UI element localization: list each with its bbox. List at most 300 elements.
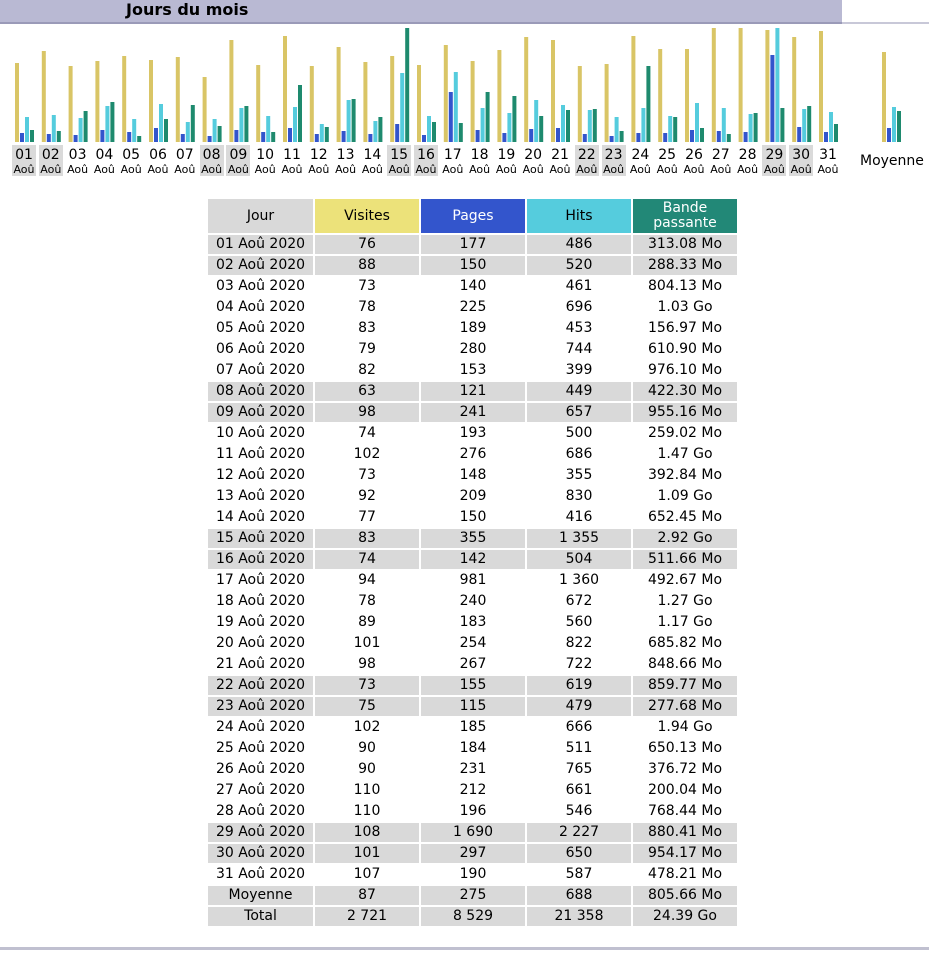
- cell-visits: 89: [358, 614, 376, 630]
- cell-hits: 504: [527, 550, 631, 569]
- day-11-hits-bar: [293, 107, 297, 142]
- cell-day: Total: [208, 907, 313, 926]
- day-22-visites-bar: [578, 66, 582, 142]
- day-06-pages-bar: [154, 128, 158, 142]
- day-number: 10: [256, 147, 275, 163]
- day-30-pages-bar: [797, 127, 801, 142]
- table-row: [208, 634, 737, 653]
- day-month: Aoû: [40, 163, 62, 176]
- cell-pages: 240: [459, 593, 487, 609]
- cell-hits: 619: [527, 676, 631, 695]
- day-month: Aoû: [576, 163, 598, 176]
- day-31-hits-bar: [829, 112, 833, 142]
- header-bandwidth: Bande passante: [633, 199, 737, 233]
- cell-hits: 416: [565, 509, 593, 525]
- day-23-hits-bar: [615, 117, 619, 142]
- day-03-visites-bar: [69, 66, 73, 142]
- day-01-visites-bar: [15, 63, 19, 142]
- cell-hits: 686: [565, 446, 593, 462]
- cell-pages: 150: [421, 256, 525, 275]
- day-number: 08: [202, 147, 221, 163]
- day-label-07: [173, 145, 197, 176]
- table-row: [208, 592, 737, 611]
- day-23-pages-bar: [610, 136, 614, 142]
- day-22-hits-bar: [588, 110, 592, 142]
- day-06-bande-passante-bar: [164, 119, 168, 142]
- cell-hits: 449: [527, 382, 631, 401]
- day-30-bande-passante-bar: [807, 106, 811, 142]
- day-12-bande-passante-bar: [325, 127, 329, 142]
- cell-visits: 78: [358, 593, 376, 609]
- day-26-bande-passante-bar: [700, 128, 704, 142]
- day-04-hits-bar: [105, 106, 109, 142]
- cell-pages: 121: [421, 382, 525, 401]
- cell-visits: 108: [315, 823, 419, 842]
- cell-visits: 79: [358, 341, 376, 357]
- cell-visits: 74: [315, 550, 419, 569]
- cell-hits: 2 227: [527, 823, 631, 842]
- table-row: [208, 277, 737, 296]
- day-number: 22: [577, 147, 596, 163]
- cell-hits: 500: [565, 425, 593, 441]
- cell-visits: 88: [315, 256, 419, 275]
- day-month: Aoû: [93, 163, 115, 176]
- cell-visits: 75: [315, 697, 419, 716]
- cell-pages: 190: [459, 866, 487, 882]
- day-05-pages-bar: [127, 132, 131, 142]
- cell-pages: 189: [459, 320, 487, 336]
- day-label-25: [655, 145, 679, 176]
- day-number: 23: [604, 147, 623, 163]
- day-month: Aoû: [201, 163, 223, 176]
- day-15-visites-bar: [390, 56, 394, 142]
- table-row: [208, 718, 737, 737]
- cell-hits: 461: [565, 278, 593, 294]
- day-29-visites-bar: [765, 30, 769, 142]
- table-row: [208, 424, 737, 443]
- day-14-hits-bar: [373, 121, 377, 142]
- day-number: 21: [551, 147, 569, 163]
- day-13-bande-passante-bar: [352, 99, 356, 142]
- cell-visits: 101: [353, 635, 381, 651]
- day-27-visites-bar: [712, 28, 716, 142]
- day-number: 29: [765, 147, 784, 163]
- day-label-19: [494, 145, 518, 176]
- day-01-pages-bar: [20, 133, 24, 142]
- cell-day: 22 Aoû 2020: [208, 676, 313, 695]
- day-23-visites-bar: [605, 64, 609, 142]
- day-number: 15: [390, 147, 409, 163]
- total-row: [208, 907, 737, 926]
- cell-pages: 140: [459, 278, 487, 294]
- cell-day: 03 Aoû 2020: [215, 278, 306, 294]
- table-row: [208, 487, 737, 506]
- day-26-pages-bar: [690, 130, 694, 142]
- cell-bandwidth: 1.09 Go: [657, 488, 713, 504]
- cell-day: 11 Aoû 2020: [215, 446, 306, 462]
- cell-day: 17 Aoû 2020: [215, 572, 306, 588]
- cell-visits: 73: [358, 278, 376, 294]
- day-29-pages-bar: [770, 55, 774, 142]
- day-25-visites-bar: [658, 49, 662, 142]
- day-02-hits-bar: [52, 115, 56, 142]
- cell-visits: 94: [358, 572, 376, 588]
- day-15-bande-passante-bar: [405, 28, 409, 142]
- day-08-hits-bar: [213, 119, 217, 142]
- day-24-visites-bar: [631, 36, 635, 142]
- day-11-visites-bar: [283, 36, 287, 142]
- cell-bandwidth: 156.97 Mo: [647, 320, 723, 336]
- cell-pages: 115: [421, 697, 525, 716]
- day-label-08: [200, 145, 224, 176]
- cell-bandwidth: 768.44 Mo: [647, 803, 723, 819]
- cell-day: 21 Aoû 2020: [215, 656, 306, 672]
- day-label-28: [736, 145, 760, 176]
- cell-bandwidth: 24.39 Go: [633, 907, 737, 926]
- day-20-hits-bar: [534, 100, 538, 142]
- table-row: [208, 445, 737, 464]
- day-29-bande-passante-bar: [780, 108, 784, 142]
- day-label-06: [146, 145, 170, 176]
- table-row: [208, 802, 737, 821]
- day-number: 11: [283, 147, 301, 163]
- cell-visits: 101: [315, 844, 419, 863]
- day-number: 30: [792, 147, 811, 163]
- cell-bandwidth: 2.92 Go: [633, 529, 737, 548]
- day-16-hits-bar: [427, 116, 431, 142]
- table-row: [208, 571, 737, 590]
- day-number: 04: [95, 147, 114, 163]
- day-28-hits-bar: [749, 114, 753, 142]
- cell-bandwidth: 976.10 Mo: [647, 362, 723, 378]
- day-month: Aoû: [656, 163, 678, 176]
- day-25-hits-bar: [668, 116, 672, 142]
- table-row: [208, 403, 737, 422]
- cell-bandwidth: 1.27 Go: [657, 593, 713, 609]
- cell-hits: 672: [565, 593, 593, 609]
- day-25-bande-passante-bar: [673, 117, 677, 142]
- cell-day: 31 Aoû 2020: [215, 866, 306, 882]
- cell-pages: 241: [421, 403, 525, 422]
- average-visites-bar: [882, 52, 886, 142]
- day-20-visites-bar: [524, 37, 528, 142]
- header-visits: Visites: [315, 199, 419, 233]
- section-title: Jours du mois: [126, 0, 249, 19]
- day-label-21: [548, 145, 572, 176]
- day-02-bande-passante-bar: [57, 131, 61, 142]
- cell-visits: 82: [358, 362, 376, 378]
- cell-bandwidth: 277.68 Mo: [633, 697, 737, 716]
- day-label-22: [575, 145, 599, 176]
- day-06-visites-bar: [149, 60, 153, 142]
- day-04-pages-bar: [100, 130, 104, 142]
- cell-visits: 73: [315, 676, 419, 695]
- cell-visits: 2 721: [315, 907, 419, 926]
- day-17-visites-bar: [444, 45, 448, 142]
- day-01-bande-passante-bar: [30, 130, 34, 142]
- day-28-visites-bar: [739, 28, 743, 142]
- cell-visits: 90: [358, 761, 376, 777]
- cell-day: 07 Aoû 2020: [215, 362, 306, 378]
- day-month: Aoû: [335, 163, 357, 176]
- day-18-hits-bar: [481, 108, 485, 142]
- day-label-10: [253, 145, 277, 176]
- day-label-17: [441, 145, 465, 176]
- cell-bandwidth: 859.77 Mo: [633, 676, 737, 695]
- cell-day: 05 Aoû 2020: [215, 320, 306, 336]
- cell-visits: 83: [358, 320, 376, 336]
- day-05-visites-bar: [122, 56, 126, 142]
- cell-hits: 650: [527, 844, 631, 863]
- day-month: Aoû: [629, 163, 651, 176]
- cell-pages: 150: [459, 509, 487, 525]
- cell-day: 28 Aoû 2020: [215, 803, 306, 819]
- cell-visits: 74: [358, 425, 376, 441]
- day-label-05: [119, 145, 143, 176]
- day-22-pages-bar: [583, 134, 587, 142]
- day-number: 18: [470, 147, 489, 163]
- cell-day: 01 Aoû 2020: [208, 235, 313, 254]
- cell-day: 23 Aoû 2020: [208, 697, 313, 716]
- cell-day: 02 Aoû 2020: [208, 256, 313, 275]
- day-number: 25: [658, 147, 677, 163]
- day-month: Aoû: [710, 163, 732, 176]
- day-label-03: [66, 145, 90, 176]
- cell-hits: 1 355: [527, 529, 631, 548]
- cell-hits: 399: [565, 362, 593, 378]
- cell-hits: 560: [565, 614, 593, 630]
- cell-day: 13 Aoû 2020: [215, 488, 306, 504]
- day-20-pages-bar: [529, 129, 533, 142]
- cell-bandwidth: 392.84 Mo: [647, 467, 723, 483]
- average-hits-bar: [892, 107, 896, 142]
- cell-bandwidth: 955.16 Mo: [633, 403, 737, 422]
- day-24-pages-bar: [636, 133, 640, 142]
- day-22-bande-passante-bar: [593, 109, 597, 142]
- cell-pages: 267: [459, 656, 487, 672]
- day-07-bande-passante-bar: [191, 105, 195, 142]
- cell-pages: 275: [421, 886, 525, 905]
- cell-day: 19 Aoû 2020: [215, 614, 306, 630]
- day-month: Aoû: [281, 163, 303, 176]
- day-19-pages-bar: [502, 133, 506, 142]
- day-08-bande-passante-bar: [218, 126, 222, 142]
- table-header-row: [208, 199, 737, 233]
- cell-day: 16 Aoû 2020: [208, 550, 313, 569]
- header-pages: Pages: [421, 199, 525, 233]
- day-month: Aoû: [549, 163, 571, 176]
- day-16-visites-bar: [417, 65, 421, 142]
- cell-visits: 90: [358, 740, 376, 756]
- cell-pages: 225: [459, 299, 487, 315]
- day-12-hits-bar: [320, 124, 324, 142]
- day-label-16: [414, 145, 438, 176]
- day-label-23: [602, 145, 626, 176]
- cell-day: 30 Aoû 2020: [208, 844, 313, 863]
- cell-pages: 155: [421, 676, 525, 695]
- cell-pages: 209: [459, 488, 487, 504]
- day-label-04: [92, 145, 116, 176]
- cell-bandwidth: 650.13 Mo: [647, 740, 723, 756]
- day-label-20: [521, 145, 545, 176]
- day-label-26: [682, 145, 706, 176]
- cell-bandwidth: 1.47 Go: [657, 446, 713, 462]
- day-07-pages-bar: [181, 134, 185, 142]
- cell-pages: 297: [421, 844, 525, 863]
- day-09-pages-bar: [234, 130, 238, 142]
- cell-visits: 110: [353, 782, 381, 798]
- day-27-pages-bar: [717, 131, 721, 142]
- cell-bandwidth: 804.13 Mo: [647, 278, 723, 294]
- cell-hits: 520: [527, 256, 631, 275]
- day-label-01: [12, 145, 36, 176]
- cell-pages: 142: [421, 550, 525, 569]
- cell-hits: 666: [565, 719, 593, 735]
- day-09-visites-bar: [229, 40, 233, 142]
- day-month: Aoû: [308, 163, 330, 176]
- day-label-14: [360, 145, 384, 176]
- day-label-27: [709, 145, 733, 176]
- cell-pages: 8 529: [421, 907, 525, 926]
- day-number: 27: [711, 147, 730, 163]
- day-month: Aoû: [603, 163, 625, 176]
- day-31-bande-passante-bar: [834, 124, 838, 142]
- table-row: [208, 739, 737, 758]
- day-21-hits-bar: [561, 105, 565, 142]
- day-month: Aoû: [67, 163, 89, 176]
- cell-visits: 77: [358, 509, 376, 525]
- days-table: [206, 197, 739, 928]
- table-row: [208, 466, 737, 485]
- day-12-pages-bar: [315, 134, 319, 142]
- day-14-pages-bar: [368, 134, 372, 142]
- cell-hits: 587: [565, 866, 593, 882]
- cell-bandwidth: 259.02 Mo: [647, 425, 723, 441]
- footer-divider: [0, 947, 929, 950]
- day-08-visites-bar: [203, 77, 207, 142]
- table-row: [208, 865, 737, 884]
- day-05-bande-passante-bar: [137, 136, 141, 142]
- day-label-12: [307, 145, 331, 176]
- day-12-visites-bar: [310, 66, 314, 142]
- cell-day: 06 Aoû 2020: [215, 341, 306, 357]
- cell-pages: 254: [459, 635, 487, 651]
- day-month: Aoû: [361, 163, 383, 176]
- day-month: Aoû: [227, 163, 249, 176]
- day-month: Aoû: [469, 163, 491, 176]
- cell-bandwidth: 288.33 Mo: [633, 256, 737, 275]
- table-row: [208, 319, 737, 338]
- day-label-30: [789, 145, 813, 176]
- day-label-31: [816, 145, 840, 176]
- day-04-bande-passante-bar: [110, 102, 114, 142]
- day-23-bande-passante-bar: [620, 131, 624, 142]
- day-13-pages-bar: [342, 131, 346, 142]
- cell-bandwidth: 511.66 Mo: [633, 550, 737, 569]
- day-24-bande-passante-bar: [646, 66, 650, 142]
- cell-day: 14 Aoû 2020: [215, 509, 306, 525]
- cell-hits: 21 358: [527, 907, 631, 926]
- day-number: 03: [68, 147, 87, 163]
- day-number: 24: [631, 147, 650, 163]
- day-number: 26: [685, 147, 703, 163]
- day-13-visites-bar: [337, 47, 341, 142]
- day-29-hits-bar: [775, 28, 779, 142]
- cell-day: 27 Aoû 2020: [215, 782, 306, 798]
- day-number: 12: [309, 147, 328, 163]
- cell-hits: 722: [565, 656, 593, 672]
- day-19-bande-passante-bar: [512, 96, 516, 142]
- cell-bandwidth: 652.45 Mo: [647, 509, 723, 525]
- cell-pages: 196: [459, 803, 487, 819]
- average-label: Moyenne: [860, 153, 924, 169]
- cell-hits: 696: [565, 299, 593, 315]
- day-label-29: [762, 145, 786, 176]
- day-number: 16: [417, 147, 435, 163]
- average-row: [208, 886, 737, 905]
- day-03-hits-bar: [79, 118, 83, 142]
- cell-bandwidth: 1.17 Go: [657, 614, 713, 630]
- cell-bandwidth: 422.30 Mo: [633, 382, 737, 401]
- cell-day: 08 Aoû 2020: [208, 382, 313, 401]
- cell-day: 29 Aoû 2020: [208, 823, 313, 842]
- day-21-visites-bar: [551, 40, 555, 142]
- cell-visits: 107: [353, 866, 381, 882]
- cell-pages: 276: [459, 446, 487, 462]
- cell-visits: 78: [358, 299, 376, 315]
- cell-visits: 87: [315, 886, 419, 905]
- cell-bandwidth: 478.21 Mo: [647, 866, 723, 882]
- day-number: 01: [15, 147, 33, 163]
- day-20-bande-passante-bar: [539, 116, 543, 142]
- cell-pages: 355: [421, 529, 525, 548]
- cell-day: 26 Aoû 2020: [215, 761, 306, 777]
- day-month: Aoû: [737, 163, 759, 176]
- day-label-13: [334, 145, 358, 176]
- cell-hits: 765: [565, 761, 593, 777]
- day-number: 06: [149, 147, 167, 163]
- cell-hits: 355: [565, 467, 593, 483]
- table-row: [208, 508, 737, 527]
- day-27-hits-bar: [722, 108, 726, 142]
- day-14-visites-bar: [363, 62, 367, 142]
- cell-day: 15 Aoû 2020: [208, 529, 313, 548]
- cell-hits: 486: [527, 235, 631, 254]
- average-bande-passante-bar: [897, 111, 901, 142]
- cell-day: 10 Aoû 2020: [215, 425, 306, 441]
- day-number: 09: [229, 147, 248, 163]
- cell-day: 25 Aoû 2020: [215, 740, 306, 756]
- table-row: [208, 781, 737, 800]
- cell-visits: 102: [353, 446, 381, 462]
- table-row: [208, 256, 737, 275]
- day-11-bande-passante-bar: [298, 85, 302, 142]
- table-row: [208, 550, 737, 569]
- day-14-bande-passante-bar: [378, 117, 382, 142]
- cell-pages: 231: [459, 761, 487, 777]
- day-number: 19: [497, 147, 516, 163]
- cell-bandwidth: 954.17 Mo: [633, 844, 737, 863]
- cell-visits: 73: [358, 467, 376, 483]
- cell-visits: 92: [358, 488, 376, 504]
- day-month: Aoû: [13, 163, 35, 176]
- day-26-hits-bar: [695, 103, 699, 142]
- day-19-visites-bar: [497, 50, 501, 142]
- day-03-pages-bar: [74, 135, 78, 142]
- cell-day: 12 Aoû 2020: [215, 467, 306, 483]
- day-number: 31: [819, 147, 837, 163]
- day-09-hits-bar: [239, 108, 243, 142]
